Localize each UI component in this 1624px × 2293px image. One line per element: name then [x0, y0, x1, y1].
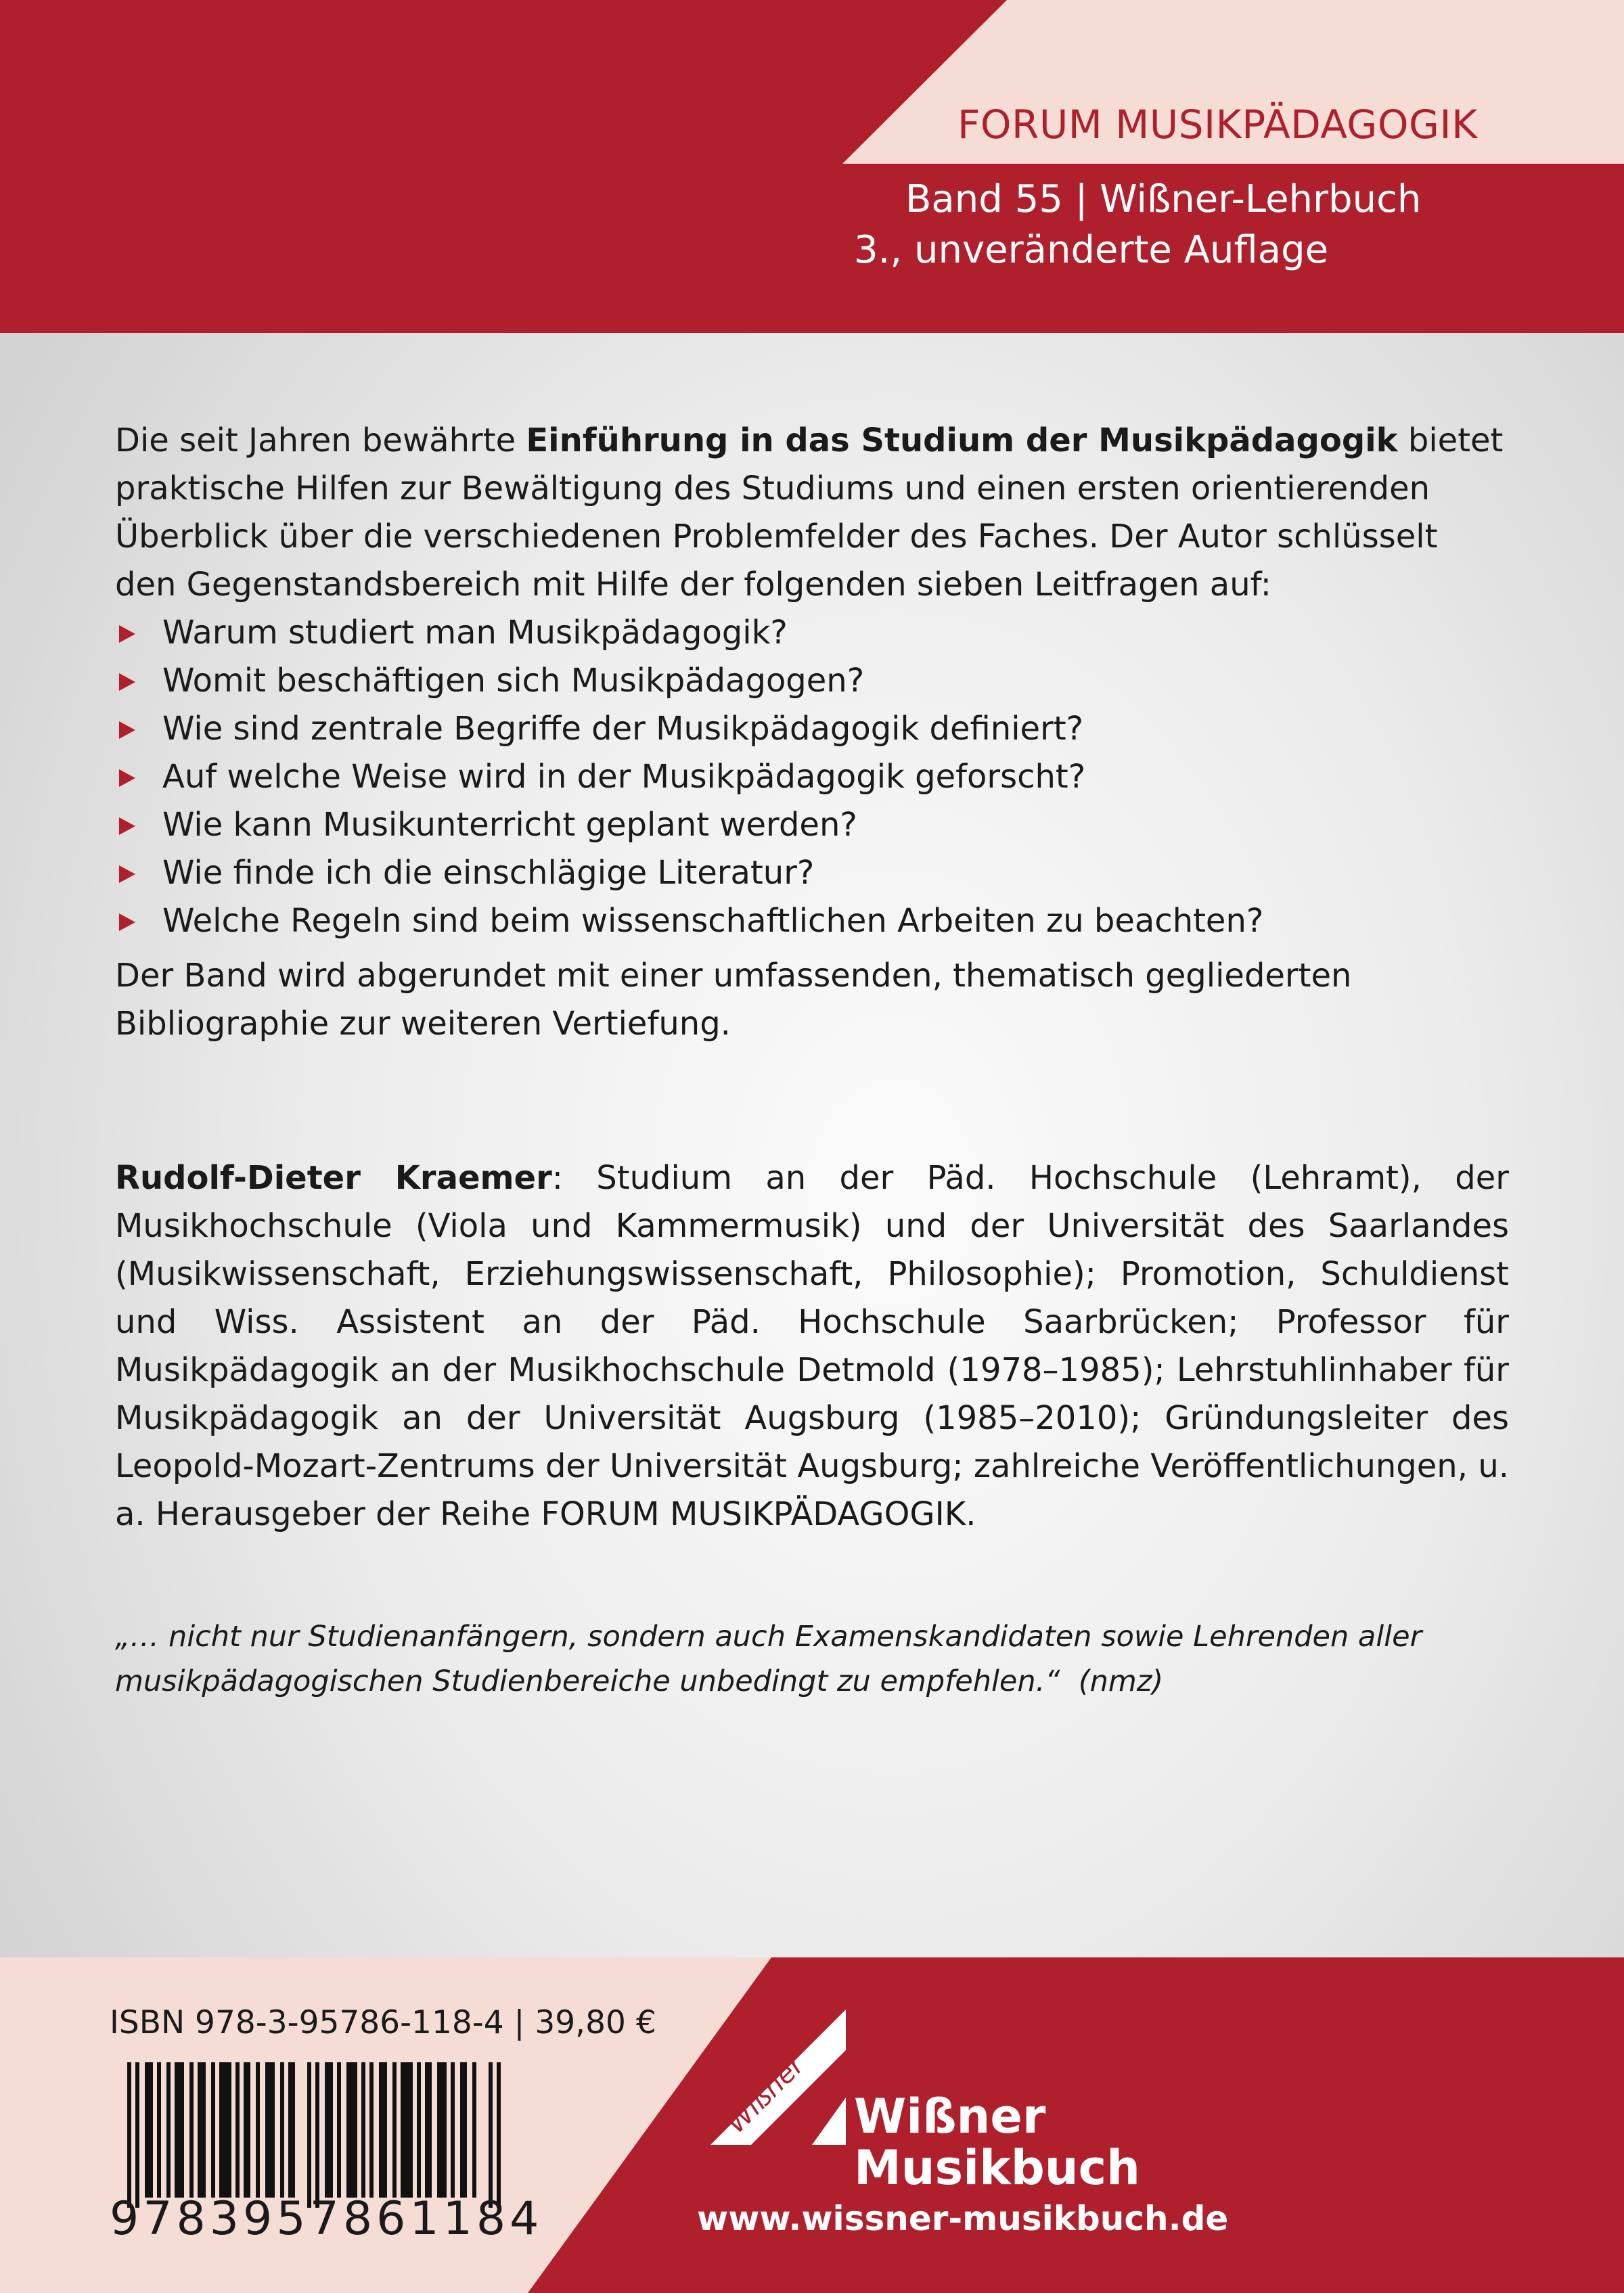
list-item: Womit beschäftigen sich Musikpädagogen? [115, 657, 1509, 705]
isbn-price: ISBN 978-3-95786-118-4 | 39,80 € [110, 2004, 656, 2041]
author-bio [115, 1154, 1509, 1539]
quote-text: „… nicht nur Studienanfängern, sondern auch Examenskandidaten sowie Lehrenden aller musikpädagogischen Studienbereiche unbedingt zu empfehlen.“ [115, 1620, 1422, 1698]
publisher-name: Wißner Musikbuch [854, 2089, 1140, 2196]
author-name: Rudolf-Dieter Kraemer [115, 1159, 552, 1197]
triangle-bullet-icon [119, 673, 135, 691]
barcode-digits: 9783957861184 [110, 2192, 543, 2246]
publisher-logo-mark [710, 2010, 846, 2185]
triangle-bullet-icon [119, 769, 135, 787]
list-item: Welche Regeln sind beim wissenschaftlichen Arbeiten zu beachten? [115, 897, 1509, 945]
list-item: Auf welche Weise wird in der Musikpädagogik geforscht? [115, 753, 1509, 801]
barcode-image [127, 2062, 506, 2208]
book-title-bold: Einführung in das Studium der Musikpädagogik [526, 422, 1398, 459]
series-title: FORUM MUSIKPÄDAGOGIK [957, 101, 1478, 147]
author-bio-text: : Studium an der Päd. Hochschule (Lehramt), der Musikhochschule (Viola und Kammermusik) und der Universität des Saarlandes (Musikwissenschaft, Erziehungswissenschaft, Philosophie); Promotion, Schuldienst und Wiss. Assistent an der Päd. Hochschule Saarbrücken; Professor für Musikpädagogik an der Musikhochschule Detmold (1978–1985); Lehrstuhlinhaber für Musikpädagogik an der Universität Augsburg (1985–2010); Gründungsleiter des Leopold-Mozart-Zentrums der Universität Augsburg; zahlreiche Veröffentlichungen, u. a. Herausgeber der Reihe FORUM MUSIKPÄDAGOGIK. [115, 1159, 1509, 1533]
guiding-questions-list [115, 609, 1509, 945]
list-item: Warum studiert man Musikpädagogik? [115, 609, 1509, 657]
triangle-bullet-icon [119, 721, 135, 739]
triangle-bullet-icon [119, 817, 135, 835]
list-item: Wie finde ich die einschlägige Literatur? [115, 849, 1509, 897]
logo-mark-text: Wißner [720, 2049, 811, 2140]
book-description [115, 417, 1509, 1048]
triangle-bullet-icon [119, 913, 135, 931]
triangle-bullet-icon [119, 625, 135, 643]
edition-info: 3., unveränderte Auflage [854, 228, 1329, 272]
list-item: Wie sind zentrale Begriffe der Musikpädagogik definiert? [115, 705, 1509, 753]
volume-info: Band 55 | Wißner-Lehrbuch [905, 177, 1422, 221]
triangle-bullet-icon [119, 865, 135, 883]
review-quote [115, 1614, 1509, 1704]
quote-source: (nmz) [1078, 1664, 1164, 1698]
list-item: Wie kann Musikunterricht geplant werden? [115, 801, 1509, 849]
description-closing: Der Band wird abgerundet mit einer umfassenden, thematisch gegliederten Bibliographie zur weiteren Vertiefung. [115, 957, 1352, 1043]
header-accent-triangle [0, 0, 1624, 333]
description-intro: Die seit Jahren bewährte Einführung in das Studium der Musikpädagogik bietet praktische Hilfen zur Bewältigung des Studiums und einen ersten orientierenden Überblick über die verschiedenen Problemfelder des Faches. Der Autor schlüsselt den Gegenstandsbereich mit Hilfe der folgenden sieben Leitfragen auf: [115, 422, 1504, 604]
publisher-website: www.wissner-musikbuch.de [697, 2199, 1229, 2238]
